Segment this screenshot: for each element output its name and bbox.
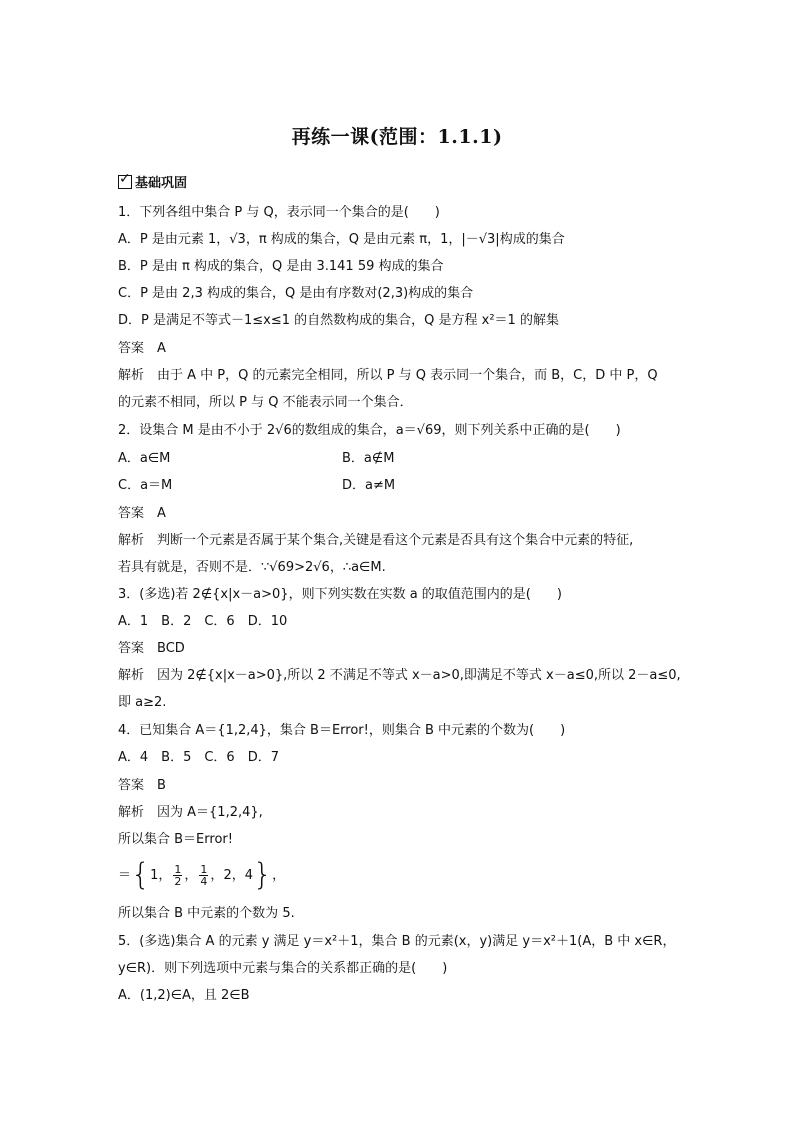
q2-stem: 2．设集合 M 是由不小于 2√6的数组成的集合，a＝√69，则下列关系中正确的是( )	[118, 423, 621, 438]
q3-answer: 答案 BCD	[118, 641, 185, 656]
fraction-half	[173, 864, 182, 887]
q2-option-b: B．a∉M	[342, 451, 395, 466]
q2-option-c: C．a＝M	[118, 478, 173, 493]
set-item: 2	[223, 868, 232, 883]
q3-stem: 3．(多选)若 2∉{x|x－a>0}，则下列实数在实数 a 的取值范围内的是( )	[118, 587, 562, 602]
left-brace: {	[131, 857, 151, 893]
q2-options-row1	[118, 451, 618, 467]
q5-stem: 5．(多选)集合 A 的元素 y 满足 y＝x²＋1，集合 B 的元素(x，y)满足 y＝x²＋1(A，B 中 x∈R，	[118, 934, 676, 949]
fraction-denominator: 2	[174, 875, 182, 888]
q5-option-a: A．(1,2)∈A，且 2∈B	[118, 988, 250, 1003]
q4-options: A．4 B．5 C．6 D．7	[118, 750, 279, 765]
q3-options: A．1 B．2 C．6 D．10	[118, 614, 288, 629]
q4-analysis-setb: 所以集合 B＝Error!	[118, 832, 233, 847]
section-heading	[118, 172, 187, 191]
q2-answer: 答案 A	[118, 506, 166, 521]
fraction-numerator: 1	[200, 863, 208, 876]
q3-analysis: 解析 因为 2∉{x|x－a>0},所以 2 不满足不等式 x－a>0,即满足不等式 x－a≤0,所以 2－a≤0,	[118, 668, 681, 683]
q4-set-expression: ＝{1， $\frac{1}{2}$ ， $\frac{1}{4}$ ，2，4}，	[118, 857, 286, 893]
q2-analysis: 解析 判断一个元素是否属于某个集合,关键是看这个元素是否具有这个集合中元素的特征,	[118, 533, 634, 548]
set-item: 4	[244, 868, 254, 883]
q1-stem: 1．下列各组中集合 P 与 Q，表示同一个集合的是( )	[118, 205, 440, 220]
q4-analysis: 解析 因为 A＝{1,2,4},	[118, 805, 263, 820]
q4-stem: 4．已知集合 A＝{1,2,4}，集合 B＝Error!，则集合 B 中元素的个数为( )	[118, 723, 566, 738]
q2-analysis-cont: 若具有就是，否则不是．∵√69>2√6，∴a∈M.	[118, 560, 386, 575]
q1-option-c: C．P 是由 2,3 构成的集合，Q 是由有序数对(2,3)构成的集合	[118, 286, 474, 301]
q1-analysis-cont: 的元素不相同，所以 P 与 Q 不能表示同一个集合．	[118, 395, 413, 410]
checkbox-icon	[118, 175, 132, 189]
q4-conclusion: 所以集合 B 中元素的个数为 5.	[118, 906, 295, 921]
section-label: 基础巩固	[135, 176, 188, 191]
fraction-quarter	[199, 864, 208, 887]
page-title: 再练一课(范围：1.1.1)	[291, 126, 503, 148]
fraction-denominator: 4	[200, 875, 208, 888]
fraction-numerator: 1	[174, 863, 182, 876]
q2-options-row2	[118, 478, 618, 494]
q3-analysis-cont: 即 a≥2.	[118, 695, 167, 710]
q2-option-a: A．a∈M	[118, 451, 171, 466]
q1-option-a: A．P 是由元素 1，√3，π 构成的集合，Q 是由元素 π，1，|－√3|构成的集合	[118, 232, 565, 247]
q1-answer: 答案 A	[118, 341, 166, 356]
q1-analysis: 解析 由于 A 中 P，Q 的元素完全相同，所以 P 与 Q 表示同一个集合，而 B，C，D 中 P，Q	[118, 368, 658, 383]
equals-sign: ＝	[118, 868, 132, 883]
q5-stem-cont: y∈R)．则下列选项中元素与集合的关系都正确的是( )	[118, 961, 448, 976]
set-item: 1	[150, 868, 159, 883]
q1-option-d: D．P 是满足不等式－1≤x≤1 的自然数构成的集合，Q 是方程 x²＝1 的解集	[118, 313, 559, 328]
q4-answer: 答案 B	[118, 778, 166, 793]
right-brace: }	[253, 857, 273, 893]
q2-option-d: D．a≠M	[342, 478, 396, 493]
q1-option-b: B．P 是由 π 构成的集合，Q 是由 3.141 59 构成的集合	[118, 259, 444, 274]
